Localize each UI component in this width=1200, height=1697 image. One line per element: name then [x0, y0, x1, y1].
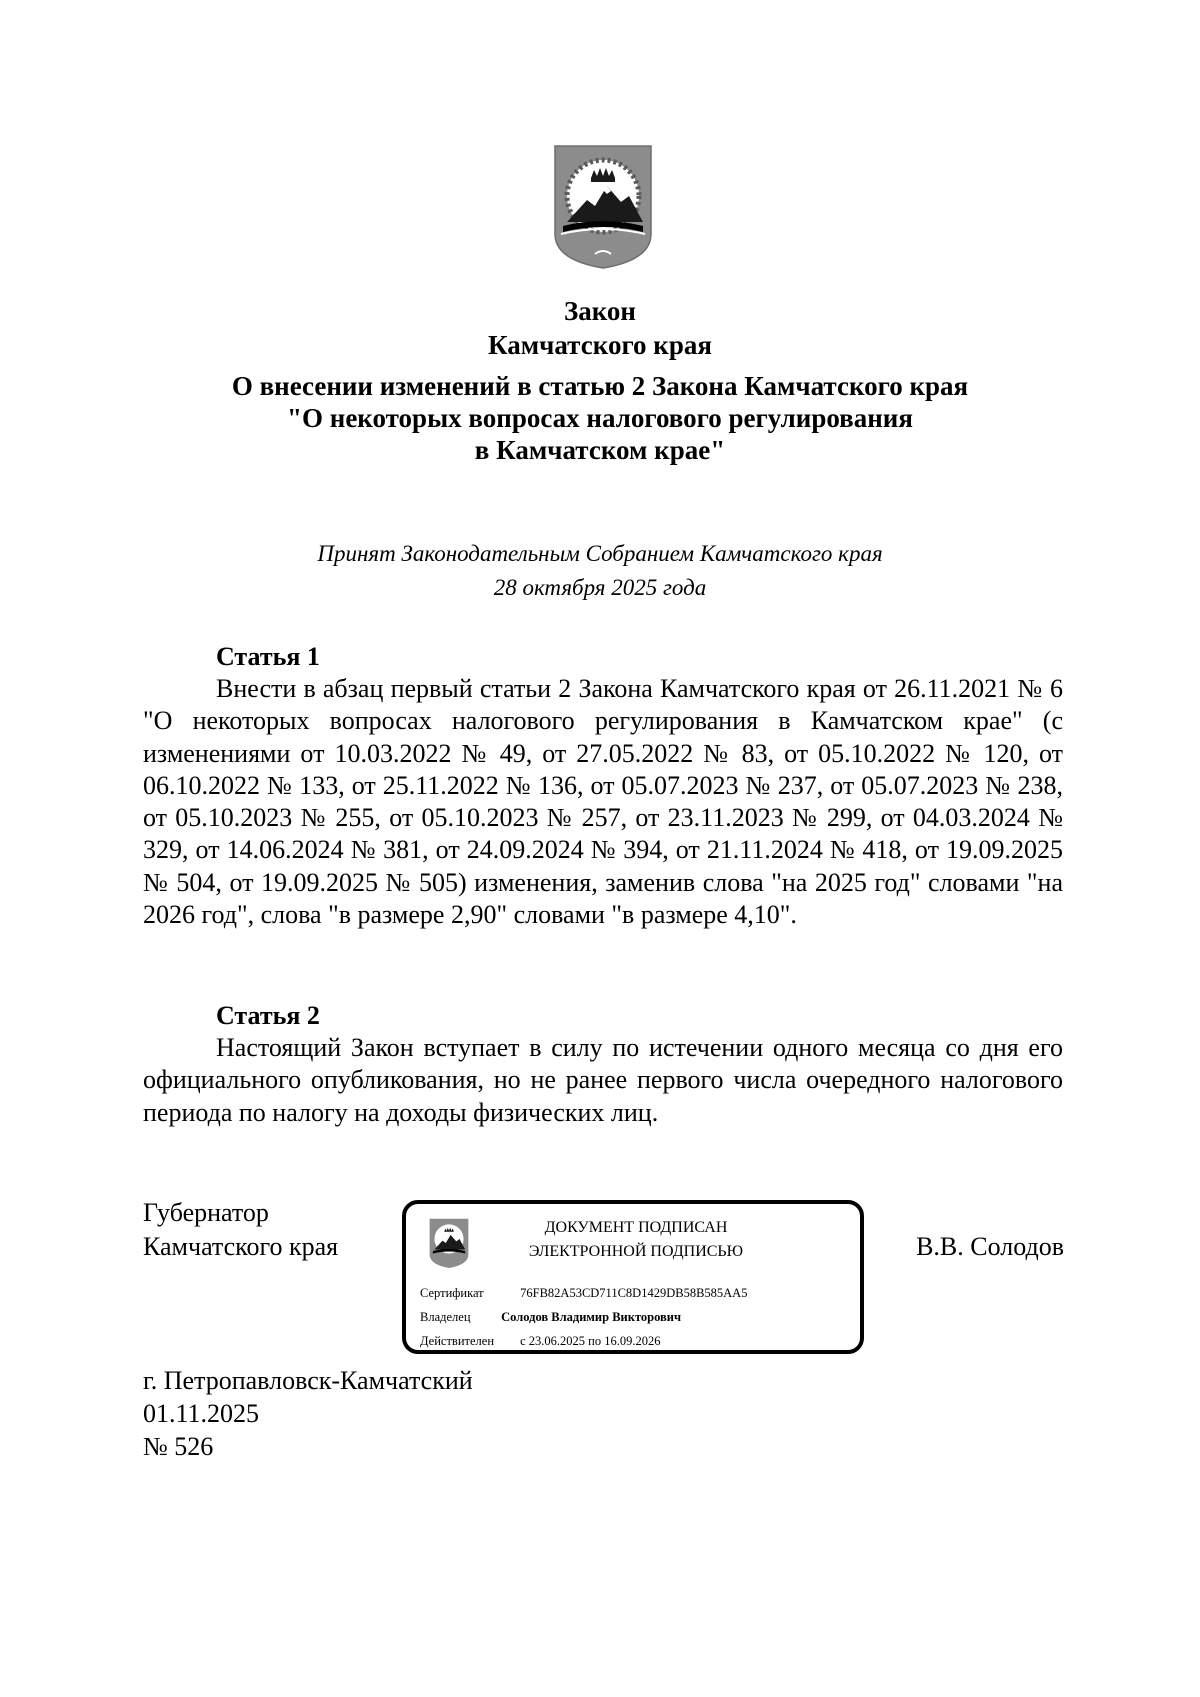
validity-label: Действителен: [420, 1334, 495, 1348]
validity-value: с 23.06.2025 по 16.09.2026: [520, 1334, 661, 1348]
stamp-header-line: ЭЛЕКТРОННОЙ ПОДПИСЬЮ: [528, 1243, 744, 1260]
adoption-date: 28 октября 2025 года: [493, 575, 707, 600]
subject-line: в Камчатском крае": [474, 435, 726, 465]
adoption-note: [0, 537, 1200, 605]
coat-of-arms-emblem: [551, 142, 655, 270]
certificate-value: 76FB82A53CD711C8D1429DB58B585AA5: [520, 1286, 748, 1300]
signatory-name: В.В. Солодов: [916, 1232, 1064, 1261]
stamp-header: [486, 1216, 786, 1264]
subject-line: "О некоторых вопросах налогового регулирования: [287, 403, 913, 433]
validity-row: [420, 1332, 661, 1350]
position-line: Камчатского края: [143, 1232, 339, 1261]
subject-line: О внесении изменений в статью 2 Закона Камчатского края: [231, 371, 969, 401]
article-2-text: Настоящий Закон вступает в силу по истечении одного месяца со дня его официального опубликования, но не ранее первого числа очередного налогового периода по налогу на доходы физических лиц.: [143, 1033, 1063, 1127]
article-1-body: [143, 673, 1063, 931]
document-type-heading: [0, 294, 1200, 362]
certificate-row: [420, 1284, 747, 1302]
footer-city: г. Петропавловск-Камчатский: [143, 1366, 473, 1395]
position-line: Губернатор: [143, 1198, 269, 1227]
article-1-text: Внести в абзац первый статьи 2 Закона Камчатского края от 26.11.2021 № 6 "О некоторых вопросах налогового регулирования в Камчатском крае" (с изменениями от 10.03.2022 № 49, от 27.05.2022 № 83, от 05.10.2022 № 120, от 06.10.2022 № 133, от 25.11.2022 № 136, от 05.07.2023 № 237, от 05.07.2023 № 238, от 05.10.2023 № 255, от 05.10.2023 № 257, от 23.11.2023 № 299, от 04.03.2024 № 329, от 14.06.2024 № 381, от 24.09.2024 № 394, от 21.11.2024 № 418, от 19.09.2025 № 504, от 19.09.2025 № 505) изменения, заменив слова "на 2025 год" словами "на 2026 год", слова "в размере 2,90" словами "в размере 4,10".: [143, 674, 1063, 930]
footer-number: № 526: [143, 1432, 214, 1461]
owner-row: [420, 1308, 681, 1326]
owner-value: Солодов Владимир Викторович: [501, 1310, 682, 1324]
region-title: Камчатского края: [488, 330, 712, 360]
document-footer: [143, 1364, 473, 1463]
signatory-position: [143, 1196, 338, 1264]
article-2-body: [143, 1032, 1063, 1129]
law-type: Закон: [563, 296, 636, 326]
certificate-label: Сертификат: [420, 1286, 484, 1300]
law-subject-title: [0, 370, 1200, 466]
adoption-line: Принят Законодательным Собранием Камчатского края: [317, 541, 883, 566]
stamp-emblem-icon: [428, 1216, 470, 1270]
footer-date: 01.11.2025: [143, 1399, 260, 1428]
owner-label: Владелец: [420, 1310, 471, 1324]
article-1-heading: Статья 1: [216, 642, 320, 671]
stamp-header-line: ДОКУМЕНТ ПОДПИСАН: [544, 1219, 728, 1236]
article-2-heading: Статья 2: [216, 1001, 320, 1030]
electronic-signature-stamp: [402, 1200, 864, 1354]
